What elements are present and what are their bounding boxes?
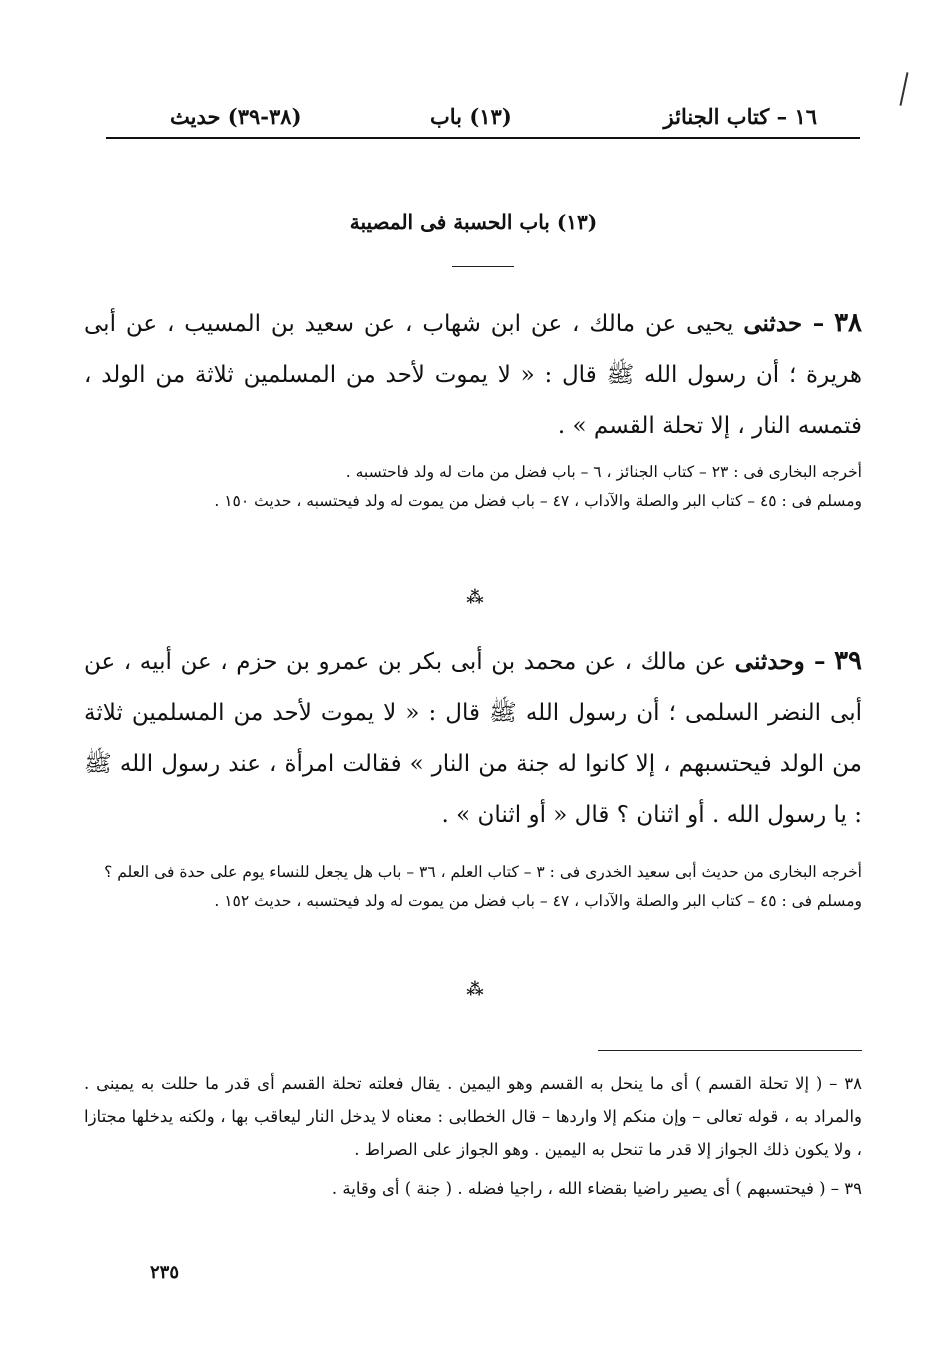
page-number: ٢٣٥ [150,1262,180,1283]
hadith-39-references [84,858,862,916]
margin-pen-mark [899,72,908,106]
title-rule [452,266,514,267]
footnote-rule [598,1050,862,1051]
running-header-chapter: (١٣) باب [430,104,512,129]
hadith-39-number: ٣٩ [834,646,862,676]
footnote-38: ٣٨ – ( إلا تحلة القسم ) أى ما ينحل به القسم وهو اليمين . يقال فعلته تحلة القسم أى قدر ما حللت به يمينى . والمراد به ، قوله تعالى – وإن منكم إلا واردها – قال الخطابى : معناه لا يدخل النار ليعاقب بها ، ولكنه يدخلها مجتازا ، ولا يكون ذلك الجواز إلا قدر ما تنحل به اليمين . وهو الجواز على الصراط . [84,1074,862,1159]
header-rule [106,137,860,139]
hadith-38-text: يحيى عن مالك ، عن ابن شهاب ، عن سعيد بن المسيب ، عن أبى هريرة ؛ أن رسول الله ﷺ قال : « لا يموت لأحد من المسلمين ثلاثة من الولد ، فتمسه النار ، إلا تحلة القسم » . [84,311,862,439]
asterism-separator: ⁂ [466,980,481,1000]
asterism-separator: ⁂ [466,588,481,608]
hadith-39 [84,636,862,841]
hadith-38-references [84,458,862,516]
reference-bukhari-38: أخرجه البخارى فى : ٢٣ – كتاب الجنائز ، ٦ – باب فضل من مات له ولد فاحتسبه . [345,463,862,481]
chapter-title: (١٣) باب الحسبة فى المصيبة [349,210,598,234]
running-header-hadith-range: (٣٨-٣٩) حديث [170,104,302,129]
reference-muslim-38: ومسلم فى : ٤٥ – كتاب البر والصلة والآداب ، ٤٧ – باب فضل من يموت له ولد فيحتسبه ، حديث ١٥٠ . [214,492,862,510]
hadith-38 [84,298,862,452]
hadith-39-text: عن مالك ، عن محمد بن أبى بكر بن عمرو بن حزم ، عن أبيه ، عن أبى النضر السلمى ؛ أن رسول الله ﷺ قال : « لا يموت لأحد من المسلمين ثلاثة من الولد فيحتسبهم ، إلا كانوا له جنة من النار » فقالت امرأة ، عند رسول الله ﷺ : يا رسول الله . أو اثنان ؟ قال « أو اثنان » . [84,649,862,828]
running-header-book: ١٦ – كتاب الجنائز [663,104,817,129]
hadith-39-opening: – وحدثنى [734,648,826,675]
footnote-39: ٣٩ – ( فيحتسبهم ) أى يصير راضيا بقضاء الله ، راجيا فضله . ( جنة ) أى وقاية . [331,1179,862,1198]
hadith-38-opening: – حدثنى [743,310,825,337]
footnotes [84,1067,862,1205]
reference-bukhari-39: أخرجه البخارى من حديث أبى سعيد الخدرى فى : ٣ – كتاب العلم ، ٣٦ – باب هل يجعل للنساء يوم على حدة فى العلم ؟ [104,863,862,881]
reference-muslim-39: ومسلم فى : ٤٥ – كتاب البر والصلة والآداب ، ٤٧ – باب فضل من يموت له ولد فيحتسبه ، حديث ١٥٢ . [214,892,862,910]
hadith-38-number: ٣٨ [834,308,863,338]
